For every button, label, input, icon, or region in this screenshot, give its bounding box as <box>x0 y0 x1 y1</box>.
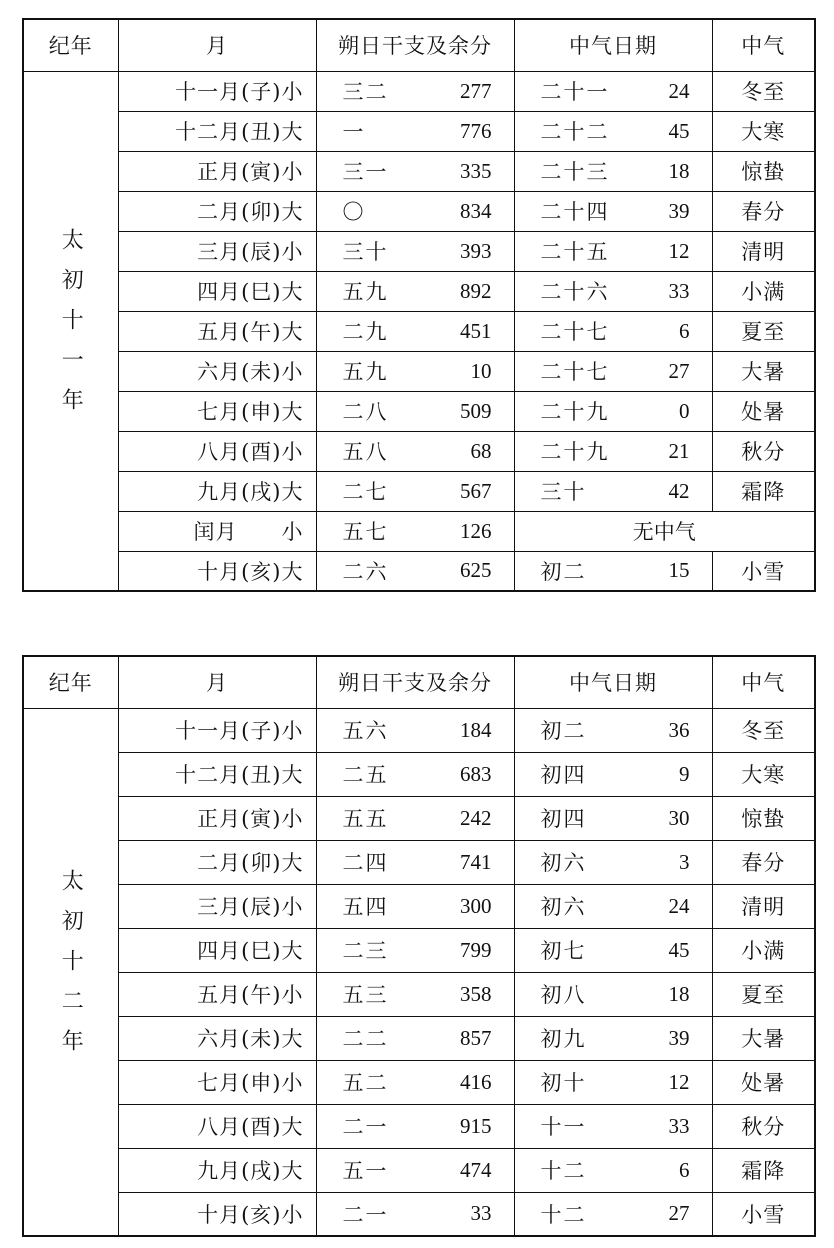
zhongqi-date-cell-name: 二十三 <box>540 160 610 184</box>
column-header: 中气日期 <box>514 656 712 708</box>
month-cell: 七月(申)小 <box>118 1060 316 1104</box>
new-moon-cell <box>316 231 514 271</box>
new-moon-cell-wrap <box>317 476 514 506</box>
zhongqi-name-cell: 夏至 <box>712 311 815 351</box>
no-zhongqi-cell: 无中气 <box>514 511 815 551</box>
zhongqi-date-cell-wrap <box>515 803 712 833</box>
zhongqi-date-cell-name: 初二 <box>540 559 587 584</box>
new-moon-cell <box>316 511 514 551</box>
new-moon-cell-remainder: 892 <box>460 278 492 303</box>
zhongqi-date-cell-remainder: 33 <box>668 278 690 303</box>
month-cell: 八月(酉)小 <box>118 431 316 471</box>
new-moon-cell-wrap <box>317 436 514 466</box>
new-moon-cell-remainder: 834 <box>460 198 492 223</box>
zhongqi-date-cell <box>514 311 712 351</box>
zhongqi-date-cell-remainder: 0 <box>679 398 690 423</box>
new-moon-cell-wrap <box>317 396 514 426</box>
table-row <box>23 351 815 391</box>
table-row <box>23 111 815 151</box>
zhongqi-date-cell-wrap <box>515 316 712 346</box>
zhongqi-name-cell: 春分 <box>712 191 815 231</box>
zhongqi-date-cell-name: 十二 <box>540 1202 587 1227</box>
zhongqi-date-cell-wrap <box>515 1199 712 1229</box>
zhongqi-date-cell <box>514 1104 712 1148</box>
column-header: 纪年 <box>23 19 118 71</box>
new-moon-cell-remainder: 451 <box>460 318 492 343</box>
zhongqi-date-cell-name: 二十九 <box>540 400 610 424</box>
new-moon-cell-remainder: 300 <box>460 893 492 918</box>
zhongqi-name-cell: 大寒 <box>712 111 815 151</box>
new-moon-cell <box>316 1192 514 1236</box>
table-row <box>23 1060 815 1104</box>
new-moon-cell <box>316 311 514 351</box>
new-moon-cell-name: 二四 <box>342 851 389 875</box>
zhongqi-date-cell-remainder: 9 <box>679 761 690 786</box>
new-moon-cell-wrap <box>317 935 514 965</box>
new-moon-cell-name: 三十 <box>342 240 389 264</box>
zhongqi-date-cell-remainder: 45 <box>668 937 690 962</box>
column-header: 中气 <box>712 656 815 708</box>
zhongqi-date-cell-name: 初四 <box>540 763 587 787</box>
zhongqi-date-cell <box>514 231 712 271</box>
new-moon-cell-name: 五七 <box>342 520 389 544</box>
new-moon-cell-name: 二七 <box>342 480 389 504</box>
new-moon-cell-wrap <box>317 1067 514 1097</box>
new-moon-cell-name: 三一 <box>342 160 389 184</box>
new-moon-cell <box>316 431 514 471</box>
zhongqi-date-cell-name: 十二 <box>540 1159 587 1183</box>
new-moon-cell-wrap <box>317 1155 514 1185</box>
zhongqi-date-cell-remainder: 33 <box>668 1113 690 1138</box>
zhongqi-name-cell: 小满 <box>712 271 815 311</box>
zhongqi-date-cell-remainder: 18 <box>668 981 690 1006</box>
new-moon-cell <box>316 1148 514 1192</box>
zhongqi-date-cell-remainder: 39 <box>668 1025 690 1050</box>
table-row <box>23 311 815 351</box>
zhongqi-date-cell-wrap <box>515 715 712 745</box>
new-moon-cell-name: 二一 <box>342 1115 389 1139</box>
zhongqi-date-cell <box>514 271 712 311</box>
zhongqi-date-cell <box>514 71 712 111</box>
month-cell: 六月(未)大 <box>118 1016 316 1060</box>
zhongqi-date-cell-name: 初八 <box>540 983 587 1007</box>
month-cell: 三月(辰)小 <box>118 884 316 928</box>
zhongqi-date-cell-wrap <box>515 356 712 386</box>
new-moon-cell-name: 二九 <box>342 320 389 344</box>
new-moon-cell-name: 二八 <box>342 400 389 424</box>
table-row <box>23 191 815 231</box>
month-cell: 四月(巳)大 <box>118 928 316 972</box>
new-moon-cell-wrap <box>317 715 514 745</box>
new-moon-cell-remainder: 915 <box>460 1113 492 1138</box>
new-moon-cell-name: 五八 <box>342 440 389 464</box>
month-cell: 十一月(子)小 <box>118 708 316 752</box>
zhongqi-date-cell-wrap <box>515 1067 712 1097</box>
new-moon-cell-wrap <box>317 356 514 386</box>
new-moon-cell-remainder: 10 <box>470 358 492 383</box>
month-cell: 九月(戌)大 <box>118 471 316 511</box>
new-moon-cell-wrap <box>317 316 514 346</box>
zhongqi-date-cell <box>514 471 712 511</box>
table-row <box>23 471 815 511</box>
new-moon-cell-wrap <box>317 516 514 546</box>
table-row <box>23 972 815 1016</box>
zhongqi-date-cell-remainder: 36 <box>668 717 690 742</box>
new-moon-cell <box>316 551 514 591</box>
new-moon-cell-remainder: 683 <box>460 761 492 786</box>
new-moon-cell-wrap <box>317 1199 514 1229</box>
header-row <box>23 656 815 708</box>
column-header: 朔日干支及余分 <box>316 656 514 708</box>
new-moon-cell-name: 五五 <box>342 807 389 831</box>
new-moon-cell-remainder: 857 <box>460 1025 492 1050</box>
table-row <box>23 752 815 796</box>
month-cell: 十一月(子)小 <box>118 71 316 111</box>
zhongqi-name-cell: 小雪 <box>712 551 815 591</box>
zhongqi-date-cell <box>514 1148 712 1192</box>
new-moon-cell-remainder: 799 <box>460 937 492 962</box>
zhongqi-name-cell: 春分 <box>712 840 815 884</box>
column-header: 中气 <box>712 19 815 71</box>
zhongqi-date-cell <box>514 551 712 591</box>
zhongqi-date-cell-name: 初二 <box>540 719 587 743</box>
new-moon-cell-wrap <box>317 803 514 833</box>
zhongqi-date-cell-name: 二十五 <box>540 240 610 264</box>
zhongqi-date-cell-name: 二十二 <box>540 120 610 144</box>
table-row <box>23 928 815 972</box>
calendar-table-1 <box>22 18 816 592</box>
zhongqi-date-cell-wrap <box>515 935 712 965</box>
new-moon-cell <box>316 391 514 431</box>
zhongqi-date-cell <box>514 972 712 1016</box>
zhongqi-date-cell-wrap <box>515 476 712 506</box>
table-row <box>23 1016 815 1060</box>
month-cell: 十二月(丑)大 <box>118 111 316 151</box>
new-moon-cell <box>316 1060 514 1104</box>
month-cell: 正月(寅)小 <box>118 151 316 191</box>
zhongqi-date-cell <box>514 752 712 796</box>
table-row <box>23 840 815 884</box>
new-moon-cell-wrap <box>317 276 514 306</box>
table-row <box>23 708 815 752</box>
zhongqi-date-cell-name: 二十七 <box>540 320 610 344</box>
new-moon-cell-name: 二一 <box>342 1202 389 1227</box>
zhongqi-date-cell-wrap <box>515 1111 712 1141</box>
year-cell <box>23 708 118 1236</box>
zhongqi-name-cell: 小雪 <box>712 1192 815 1236</box>
new-moon-cell-wrap <box>317 1111 514 1141</box>
zhongqi-date-cell <box>514 1060 712 1104</box>
table-row <box>23 551 815 591</box>
zhongqi-date-cell-remainder: 21 <box>668 438 690 463</box>
zhongqi-date-cell-remainder: 27 <box>668 1201 690 1226</box>
month-cell: 八月(酉)大 <box>118 1104 316 1148</box>
table-row <box>23 884 815 928</box>
zhongqi-name-cell: 清明 <box>712 231 815 271</box>
zhongqi-date-cell-wrap <box>515 759 712 789</box>
new-moon-cell-wrap <box>317 76 514 106</box>
new-moon-cell-remainder: 126 <box>460 518 492 543</box>
zhongqi-date-cell-wrap <box>515 156 712 186</box>
zhongqi-date-cell-wrap <box>515 116 712 146</box>
table-row <box>23 391 815 431</box>
table-row <box>23 151 815 191</box>
zhongqi-date-cell <box>514 796 712 840</box>
new-moon-cell-wrap <box>317 156 514 186</box>
table-row <box>23 511 815 551</box>
zhongqi-date-cell-remainder: 30 <box>668 805 690 830</box>
new-moon-cell-remainder: 335 <box>460 158 492 183</box>
month-cell: 二月(卯)大 <box>118 840 316 884</box>
zhongqi-name-cell: 惊蛰 <box>712 796 815 840</box>
column-header: 月 <box>118 656 316 708</box>
new-moon-cell-name: 二三 <box>342 939 389 963</box>
zhongqi-date-cell <box>514 928 712 972</box>
zhongqi-date-cell-wrap <box>515 196 712 226</box>
new-moon-cell <box>316 151 514 191</box>
month-cell: 九月(戌)大 <box>118 1148 316 1192</box>
zhongqi-date-cell-remainder: 45 <box>668 118 690 143</box>
new-moon-cell <box>316 271 514 311</box>
zhongqi-date-cell-wrap <box>515 236 712 266</box>
month-cell: 十月(亥)小 <box>118 1192 316 1236</box>
new-moon-cell <box>316 191 514 231</box>
zhongqi-date-cell <box>514 708 712 752</box>
table-row <box>23 1104 815 1148</box>
new-moon-cell-wrap <box>317 116 514 146</box>
zhongqi-date-cell-remainder: 27 <box>668 358 690 383</box>
zhongqi-date-cell-wrap <box>515 1023 712 1053</box>
zhongqi-name-cell: 处暑 <box>712 391 815 431</box>
new-moon-cell-remainder: 416 <box>460 1069 492 1094</box>
era-year-label: 太初十一年 <box>58 228 84 429</box>
zhongqi-date-cell-remainder: 12 <box>668 238 690 263</box>
new-moon-cell <box>316 928 514 972</box>
new-moon-cell-name: 五一 <box>342 1159 389 1183</box>
month-cell: 十月(亥)大 <box>118 551 316 591</box>
zhongqi-date-cell-name: 二十七 <box>540 360 610 384</box>
zhongqi-date-cell-name: 二十九 <box>540 440 610 464</box>
new-moon-cell <box>316 111 514 151</box>
column-header: 中气日期 <box>514 19 712 71</box>
new-moon-cell-name: 三二 <box>342 80 389 104</box>
zhongqi-name-cell: 大寒 <box>712 752 815 796</box>
zhongqi-date-cell-remainder: 18 <box>668 158 690 183</box>
new-moon-cell-remainder: 509 <box>460 398 492 423</box>
new-moon-cell <box>316 840 514 884</box>
zhongqi-date-cell <box>514 351 712 391</box>
zhongqi-date-cell-name: 二十一 <box>540 80 610 104</box>
new-moon-cell-wrap <box>317 236 514 266</box>
new-moon-cell-name: 〇 <box>342 200 366 224</box>
month-cell: 闰月 小 <box>118 511 316 551</box>
zhongqi-date-cell-name: 初七 <box>540 939 587 963</box>
new-moon-cell-name: 五二 <box>342 1071 389 1095</box>
zhongqi-date-cell-name: 初四 <box>540 807 587 831</box>
zhongqi-date-cell-wrap <box>515 76 712 106</box>
zhongqi-date-cell-wrap <box>515 436 712 466</box>
zhongqi-date-cell-remainder: 24 <box>668 893 690 918</box>
zhongqi-name-cell: 大暑 <box>712 1016 815 1060</box>
new-moon-cell-remainder: 474 <box>460 1157 492 1182</box>
zhongqi-name-cell: 秋分 <box>712 1104 815 1148</box>
zhongqi-date-cell-wrap <box>515 276 712 306</box>
zhongqi-name-cell: 霜降 <box>712 1148 815 1192</box>
new-moon-cell <box>316 1104 514 1148</box>
era-year-label: 太初十二年 <box>58 869 84 1070</box>
zhongqi-date-cell <box>514 1192 712 1236</box>
month-cell: 五月(午)小 <box>118 972 316 1016</box>
table-row <box>23 271 815 311</box>
zhongqi-name-cell: 处暑 <box>712 1060 815 1104</box>
zhongqi-date-cell-name: 初六 <box>540 895 587 919</box>
new-moon-cell-name: 五六 <box>342 719 389 743</box>
zhongqi-date-cell-wrap <box>515 396 712 426</box>
zhongqi-date-cell-wrap <box>515 556 712 586</box>
zhongqi-date-cell-remainder: 3 <box>679 849 690 874</box>
new-moon-cell <box>316 708 514 752</box>
table-row <box>23 71 815 111</box>
month-cell: 四月(巳)大 <box>118 271 316 311</box>
zhongqi-date-cell-name: 三十 <box>540 480 587 504</box>
zhongqi-date-cell-wrap <box>515 979 712 1009</box>
calendar-table-2 <box>22 655 816 1237</box>
new-moon-cell-remainder: 393 <box>460 238 492 263</box>
zhongqi-name-cell: 小满 <box>712 928 815 972</box>
zhongqi-date-cell <box>514 840 712 884</box>
new-moon-cell-wrap <box>317 891 514 921</box>
new-moon-cell-wrap <box>317 759 514 789</box>
new-moon-cell-remainder: 68 <box>470 438 492 463</box>
zhongqi-date-cell-name: 初六 <box>540 851 587 875</box>
month-cell: 三月(辰)小 <box>118 231 316 271</box>
column-header: 月 <box>118 19 316 71</box>
zhongqi-date-cell <box>514 391 712 431</box>
month-cell: 七月(申)大 <box>118 391 316 431</box>
zhongqi-name-cell: 冬至 <box>712 708 815 752</box>
new-moon-cell-name: 一 <box>342 120 366 144</box>
table-row <box>23 796 815 840</box>
month-cell: 二月(卯)大 <box>118 191 316 231</box>
new-moon-cell-remainder: 567 <box>460 478 492 503</box>
zhongqi-date-cell-name: 初十 <box>540 1071 587 1095</box>
new-moon-cell-name: 五九 <box>342 360 389 384</box>
new-moon-cell-name: 五四 <box>342 895 389 919</box>
zhongqi-name-cell: 清明 <box>712 884 815 928</box>
table-row <box>23 431 815 471</box>
new-moon-cell-remainder: 184 <box>460 717 492 742</box>
new-moon-cell <box>316 351 514 391</box>
new-moon-cell-remainder: 358 <box>460 981 492 1006</box>
zhongqi-name-cell: 惊蛰 <box>712 151 815 191</box>
column-header: 纪年 <box>23 656 118 708</box>
new-moon-cell-name: 五三 <box>342 983 389 1007</box>
header-row <box>23 19 815 71</box>
table-row <box>23 1148 815 1192</box>
zhongqi-date-cell-remainder: 24 <box>668 78 690 103</box>
zhongqi-name-cell: 霜降 <box>712 471 815 511</box>
month-cell: 六月(未)小 <box>118 351 316 391</box>
zhongqi-date-cell-name: 初九 <box>540 1027 587 1051</box>
new-moon-cell-wrap <box>317 847 514 877</box>
zhongqi-date-cell <box>514 1016 712 1060</box>
year-cell <box>23 71 118 591</box>
new-moon-cell <box>316 471 514 511</box>
new-moon-cell-name: 五九 <box>342 280 389 304</box>
new-moon-cell-name: 二五 <box>342 763 389 787</box>
zhongqi-name-cell: 冬至 <box>712 71 815 111</box>
new-moon-cell-name: 二六 <box>342 559 389 584</box>
new-moon-cell-wrap <box>317 196 514 226</box>
zhongqi-date-cell-remainder: 42 <box>668 478 690 503</box>
zhongqi-date-cell-wrap <box>515 847 712 877</box>
zhongqi-date-cell-wrap <box>515 1155 712 1185</box>
new-moon-cell <box>316 1016 514 1060</box>
zhongqi-name-cell: 秋分 <box>712 431 815 471</box>
new-moon-cell-name: 二二 <box>342 1027 389 1051</box>
new-moon-cell <box>316 71 514 111</box>
zhongqi-date-cell-name: 十一 <box>540 1115 587 1139</box>
new-moon-cell-remainder: 741 <box>460 849 492 874</box>
new-moon-cell <box>316 884 514 928</box>
month-cell: 五月(午)大 <box>118 311 316 351</box>
zhongqi-name-cell: 大暑 <box>712 351 815 391</box>
table-row <box>23 231 815 271</box>
new-moon-cell <box>316 752 514 796</box>
zhongqi-date-cell <box>514 111 712 151</box>
zhongqi-date-cell-name: 二十六 <box>540 280 610 304</box>
zhongqi-date-cell-name: 二十四 <box>540 200 610 224</box>
new-moon-cell-remainder: 625 <box>460 558 492 583</box>
new-moon-cell-remainder: 33 <box>470 1201 492 1226</box>
zhongqi-date-cell-remainder: 39 <box>668 198 690 223</box>
zhongqi-date-cell-remainder: 12 <box>668 1069 690 1094</box>
zhongqi-date-cell-remainder: 15 <box>668 558 690 583</box>
new-moon-cell-wrap <box>317 979 514 1009</box>
new-moon-cell <box>316 796 514 840</box>
new-moon-cell-remainder: 776 <box>460 118 492 143</box>
zhongqi-date-cell-wrap <box>515 891 712 921</box>
month-cell: 十二月(丑)大 <box>118 752 316 796</box>
zhongqi-date-cell <box>514 151 712 191</box>
new-moon-cell-remainder: 242 <box>460 805 492 830</box>
zhongqi-date-cell <box>514 431 712 471</box>
zhongqi-date-cell <box>514 884 712 928</box>
new-moon-cell-wrap <box>317 556 514 586</box>
new-moon-cell-remainder: 277 <box>460 78 492 103</box>
zhongqi-date-cell-remainder: 6 <box>679 318 690 343</box>
column-header: 朔日干支及余分 <box>316 19 514 71</box>
zhongqi-name-cell: 夏至 <box>712 972 815 1016</box>
table-row <box>23 1192 815 1236</box>
zhongqi-date-cell <box>514 191 712 231</box>
new-moon-cell <box>316 972 514 1016</box>
zhongqi-date-cell-remainder: 6 <box>679 1157 690 1182</box>
new-moon-cell-wrap <box>317 1023 514 1053</box>
month-cell: 正月(寅)小 <box>118 796 316 840</box>
